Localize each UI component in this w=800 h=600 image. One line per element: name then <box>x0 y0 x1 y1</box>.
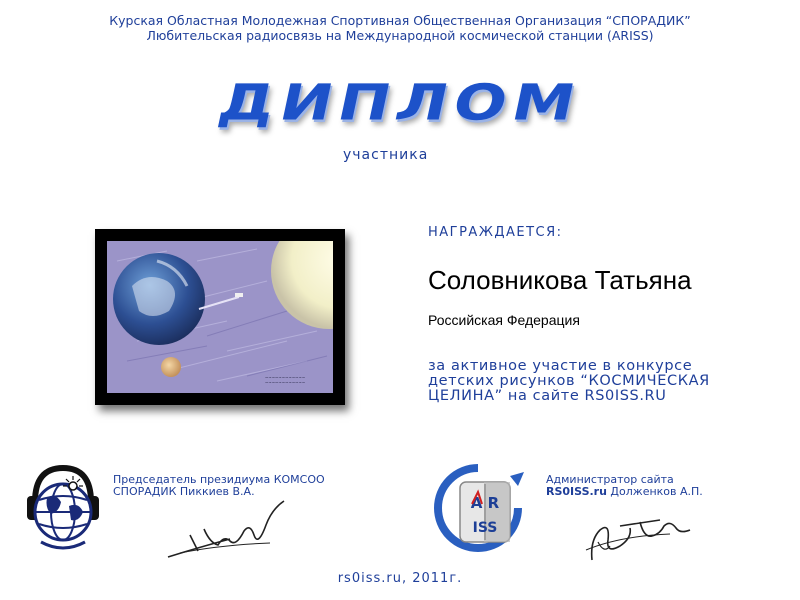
right-signatory-site: RS0ISS.ru <box>546 485 607 498</box>
recipient-name: Соловникова Татьяна <box>428 265 692 295</box>
right-signatory-name: Долженков А.П. <box>606 485 703 498</box>
diploma-subtitle: участника <box>343 147 429 163</box>
svg-text:~~~~~~~~~~~~: ~~~~~~~~~~~~ <box>265 375 306 380</box>
painting-frame <box>95 229 345 405</box>
children-painting <box>107 241 333 393</box>
left-signatory-line1: Председатель президиума КОМСОО <box>113 473 325 486</box>
award-reason-line2: детских рисунков “КОСМИЧЕСКАЯ <box>428 373 710 389</box>
globe-headphones-logo <box>25 462 101 554</box>
right-signatory-line1: Администратор сайта <box>546 473 674 486</box>
right-signature <box>580 500 700 565</box>
left-signatory-line2: СПОРАДИК Пиккиев В.А. <box>113 485 255 498</box>
award-reason <box>428 359 768 404</box>
award-reason-line1: за активное участие в конкурсе <box>428 358 693 374</box>
awarded-label: НАГРАЖДАЕТСЯ: <box>428 225 563 240</box>
diploma-title: ДИПЛОМ <box>213 73 587 132</box>
award-reason-line3: ЦЕЛИНА” на сайте RS0ISS.RU <box>428 388 667 404</box>
ariss-letters-bottom: ISS <box>472 520 498 536</box>
footer-text: rs0iss.ru, 2011г. <box>337 571 463 586</box>
svg-text:~~~~~~~~~~~~: ~~~~~~~~~~~~ <box>265 380 306 385</box>
recipient-country: Российская Федерация <box>428 312 580 328</box>
right-signatory <box>546 474 703 498</box>
ariss-letters-top: A R <box>470 494 500 512</box>
org-title-line2: Любительская радиосвязь на Международной космической станции (ARISS) <box>146 28 654 43</box>
ariss-logo <box>432 462 524 554</box>
left-signature <box>160 495 295 567</box>
org-title-line1: Курская Областная Молодежная Спортивная Общественная Организация “СПОРАДИК” <box>109 13 691 28</box>
